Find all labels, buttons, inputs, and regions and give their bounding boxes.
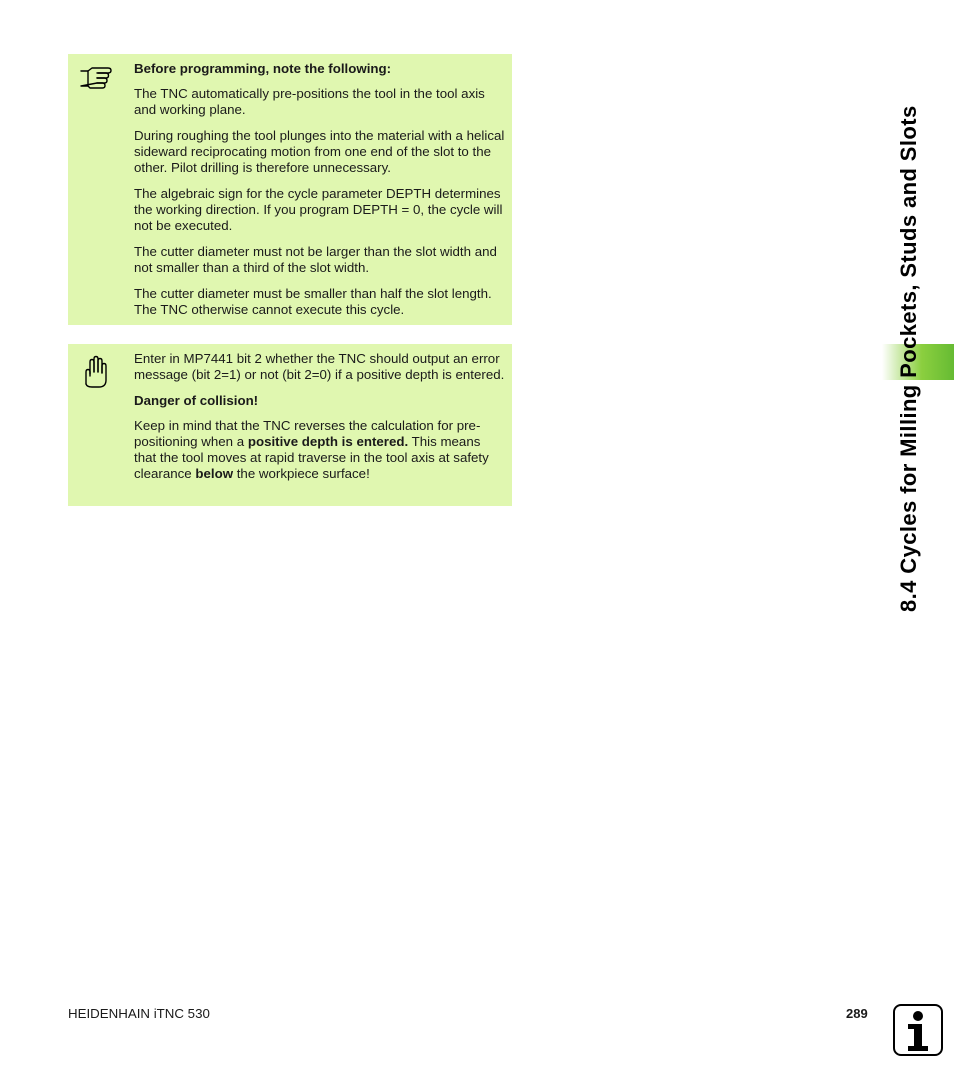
warning-emphasis: below <box>195 466 234 481</box>
footer-manual-name: HEIDENHAIN iTNC 530 <box>68 1006 210 1021</box>
note-paragraph: The cutter diameter must be smaller than half the slot length. The TNC otherwise cannot execute this cycle. <box>134 286 492 317</box>
note-paragraph: The cutter diameter must not be larger than the slot width and not smaller than a third of the slot width. <box>134 244 497 275</box>
note-text <box>134 61 506 328</box>
warning-text: This means that the tool moves at rapid traverse in the tool axis at safety clearance <box>134 434 489 481</box>
raised-hand-icon <box>78 354 114 390</box>
chapter-side-title: 8.4 Cycles for Milling Pockets, Studs and Slots <box>896 105 921 612</box>
danger-warning-paragraph <box>134 418 506 482</box>
note-heading: Before programming, note the following: <box>134 61 392 76</box>
note-paragraph: During roughing the tool plunges into the material with a helical sideward reciprocating motion from one end of the slot to the other. Pilot drilling is therefore unnecessary. <box>134 128 505 175</box>
note-paragraph: The TNC automatically pre-positions the tool in the tool axis and working plane. <box>134 86 485 117</box>
danger-heading: Danger of collision! <box>134 393 259 408</box>
page-number: 289 <box>846 1006 868 1021</box>
note-box-before-programming <box>68 54 512 325</box>
warning-emphasis: positive depth is entered. <box>247 434 409 449</box>
note-box-danger <box>68 344 512 506</box>
note-paragraph: The algebraic sign for the cycle parameter DEPTH determines the working direction. If you program DEPTH = 0, the cycle will not be executed. <box>134 186 503 233</box>
warning-text: Keep in mind that the TNC reverses the calculation for pre-positioning when a <box>134 418 481 449</box>
note-paragraph: Enter in MP7441 bit 2 whether the TNC should output an error message (bit 2=1) or not (bit 2=0) if a positive depth is entered. <box>134 351 505 382</box>
info-icon <box>893 1004 943 1056</box>
pointing-hand-icon <box>78 62 114 98</box>
note-text <box>134 351 506 492</box>
warning-text: the workpiece surface! <box>233 466 370 481</box>
